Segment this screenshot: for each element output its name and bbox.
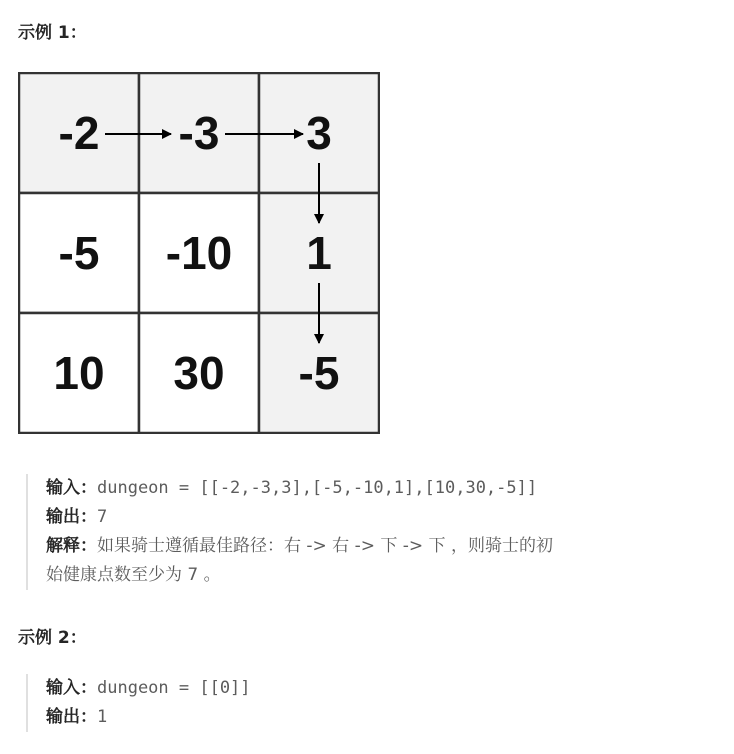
example-2-input-line xyxy=(46,674,251,703)
grid-cell-value-r1-c1: -10 xyxy=(165,227,233,279)
dungeon-grid-svg xyxy=(18,72,380,434)
grid-cell-value-r0-c0: -2 xyxy=(58,107,100,159)
output-value: 7 xyxy=(97,507,108,527)
grid-cell-value-r0-c1: -3 xyxy=(178,107,220,159)
example-2-output-line xyxy=(46,703,251,732)
grid-cell-value-r1-c2: 1 xyxy=(306,227,332,279)
grid-cell-value-r2-c0: 10 xyxy=(53,347,105,399)
explain-label: 解释： xyxy=(46,536,97,556)
example-2-block xyxy=(26,674,251,732)
input-value: dungeon = [[-2,-3,3],[-5,-10,1],[10,30,-5]] xyxy=(97,478,538,498)
example-1-output-line xyxy=(46,503,553,532)
example-1-heading: 示例 1： xyxy=(18,23,87,43)
grid-cell-value-r2-c2: -5 xyxy=(298,347,340,399)
grid-cell-value-r1-c0: -5 xyxy=(58,227,100,279)
output-label: 输出： xyxy=(46,507,97,527)
output-value: 1 xyxy=(97,707,108,727)
example-2-heading: 示例 2： xyxy=(18,628,87,648)
example-1-block xyxy=(26,474,553,590)
input-value: dungeon = [[0]] xyxy=(97,678,251,698)
dungeon-grid-figure xyxy=(18,72,380,434)
explain-text-line-2: 始健康点数至少为 7 。 xyxy=(46,565,221,585)
example-1-explain-line xyxy=(46,532,553,561)
example-1-input-line xyxy=(46,474,553,503)
grid-cell-value-r2-c1: 30 xyxy=(173,347,225,399)
grid-cell-value-r0-c2: 3 xyxy=(306,107,332,159)
example-1-explain-line-2 xyxy=(46,561,553,590)
explain-text-line-1: 如果骑士遵循最佳路径：右 -> 右 -> 下 -> 下 ，则骑士的初 xyxy=(97,536,553,556)
input-label: 输入： xyxy=(46,478,97,498)
output-label: 输出： xyxy=(46,707,97,727)
input-label: 输入： xyxy=(46,678,97,698)
